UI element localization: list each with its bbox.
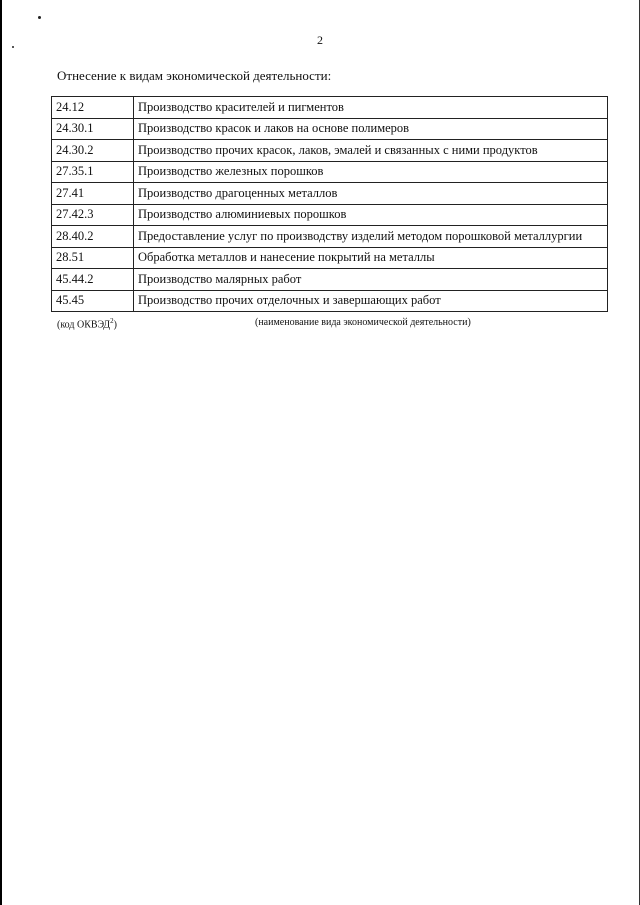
activity-code: 45.45 [52, 290, 134, 312]
table-row [52, 204, 608, 226]
activity-code: 45.44.2 [52, 269, 134, 291]
activity-code: 24.30.1 [52, 118, 134, 140]
table-row [52, 161, 608, 183]
activity-name: Производство прочих отделочных и завершающих работ [134, 290, 608, 312]
okved-code-caption-close: ) [113, 319, 117, 331]
table-row [52, 269, 608, 291]
activity-name: Производство красок и лаков на основе полимеров [134, 118, 608, 140]
activity-code: 28.51 [52, 247, 134, 269]
activity-name: Производство прочих красок, лаков, эмалей и связанных с ними продуктов [134, 140, 608, 162]
table-row [52, 226, 608, 248]
okved-code-caption-label: (код ОКВЭД [57, 319, 111, 331]
table-row [52, 118, 608, 140]
activity-code: 27.42.3 [52, 204, 134, 226]
activity-code: 24.30.2 [52, 140, 134, 162]
activity-name: Производство малярных работ [134, 269, 608, 291]
activity-name: Обработка металлов и нанесение покрытий на металлы [134, 247, 608, 269]
activity-code: 24.12 [52, 97, 134, 119]
activity-code: 28.40.2 [52, 226, 134, 248]
activity-code: 27.35.1 [52, 161, 134, 183]
activity-table [51, 96, 608, 312]
activity-name: Предоставление услуг по производству изделий методом порошковой металлургии [134, 226, 608, 248]
table-row [52, 247, 608, 269]
scan-speck [38, 16, 41, 19]
table-row [52, 140, 608, 162]
section-heading: Отнесение к видам экономической деятельности: [57, 68, 332, 83]
footnote-marker: 2 [110, 317, 114, 325]
activity-code: 27.41 [52, 183, 134, 205]
page-number: 2 [317, 33, 323, 47]
activity-name: Производство драгоценных металлов [134, 183, 608, 205]
activity-name: Производство алюминиевых порошков [134, 204, 608, 226]
activity-name: Производство железных порошков [134, 161, 608, 183]
activity-name-caption: (наименование вида экономической деятельности) [255, 317, 471, 328]
table-row [52, 290, 608, 312]
scan-border-left [0, 0, 2, 905]
activity-name: Производство красителей и пигментов [134, 97, 608, 119]
okved-code-caption [57, 317, 117, 330]
table-row [52, 97, 608, 119]
table-row [52, 183, 608, 205]
